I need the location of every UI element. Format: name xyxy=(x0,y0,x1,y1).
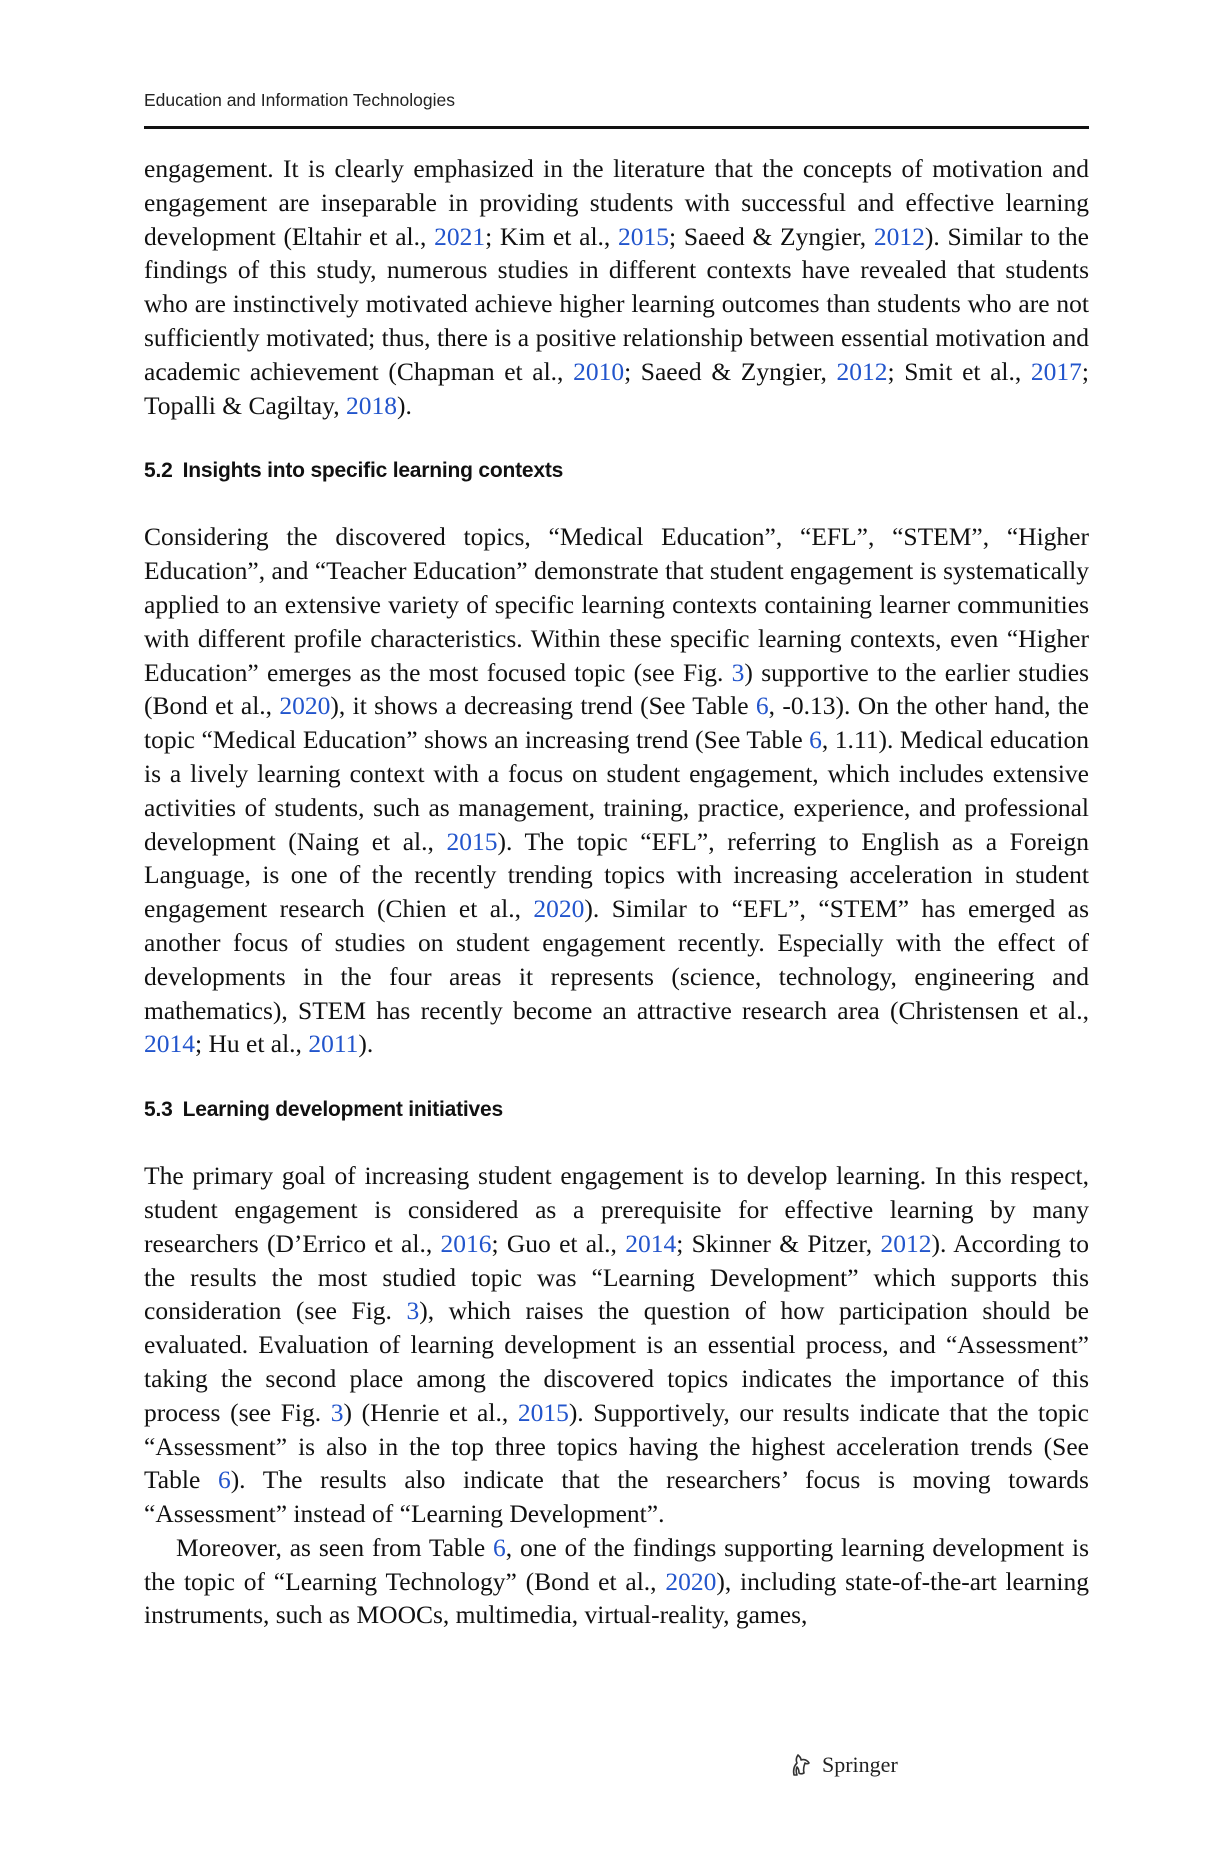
text-run: ) supportive to the earlier studies (Bond et al., xyxy=(144,657,1089,721)
section-title: Insights into specific learning contexts xyxy=(182,459,564,483)
citation-link[interactable]: 2015 xyxy=(618,221,670,251)
text-run: ), it shows a decreasing trend (See Table xyxy=(330,691,756,721)
section-title: Learning development initiatives xyxy=(182,1098,503,1122)
citation-link[interactable]: 2015 xyxy=(446,826,498,856)
section-heading-5-2 xyxy=(144,456,1089,486)
text-run: , -0.13). On the other hand, the topic “Medical Education” shows an increasing trend (See Table xyxy=(144,691,1089,755)
text-run: ). Similar to the findings of this study, numerous studies in different contexts have revealed that students who are instinctively motivated achieve higher learning outcomes than students who are not sufficiently motivated; thus, there is a positive relationship between essential motivation and academic achievement (Chapman et al., xyxy=(144,221,1089,386)
running-head: Education and Information Technologies xyxy=(144,90,456,110)
citation-link[interactable]: 2017 xyxy=(1030,356,1082,386)
text-run: ), which raises the question of how participation should be evaluated. Evaluation of learning development is an essential process, and “Assessment” taking the second place among the discovered topics indicates the importance of this process (see Fig. xyxy=(144,1296,1089,1427)
text-run: ). xyxy=(396,390,412,420)
citation-link[interactable]: 6 xyxy=(809,725,822,755)
paragraph-5-3-a xyxy=(144,1159,1089,1531)
text-run: ). Supportively, our results indicate that the topic “Assessment” is also in the top three topics having the highest acceleration trends (See Table xyxy=(144,1397,1090,1495)
text-run: ; Hu et al., xyxy=(195,1029,309,1059)
citation-link[interactable]: 6 xyxy=(217,1465,231,1495)
citation-link[interactable]: 3 xyxy=(731,657,745,687)
article-body xyxy=(144,152,1089,1632)
text-run: ). xyxy=(358,1029,374,1059)
text-run: engagement. It is clearly emphasized in the literature that the concepts of motivation and engagement are inseparable in providing students with successful and effective learning development (Eltahir et al., xyxy=(144,154,1089,251)
paragraph-5-3-b xyxy=(144,1531,1089,1632)
text-run: ; Skinner & Pitzer, xyxy=(676,1228,881,1258)
citation-link[interactable]: 2021 xyxy=(434,221,486,251)
citation-link[interactable]: 2016 xyxy=(440,1228,492,1258)
citation-link[interactable]: 2020 xyxy=(665,1566,717,1596)
text-run: ; Topalli & Cagiltay, xyxy=(144,356,1089,420)
text-run: ; Smit et al., xyxy=(887,356,1031,386)
publisher-footer xyxy=(788,1752,898,1778)
text-run: , one of the findings supporting learning development is the topic of “Learning Technology” (Bond et al., xyxy=(144,1532,1089,1596)
paragraph-5-2 xyxy=(144,520,1089,1061)
section-heading-5-3 xyxy=(144,1095,1089,1125)
citation-link[interactable]: 2010 xyxy=(573,356,625,386)
text-run: ). According to the results the most studied topic was “Learning Development” which supports this consideration (see Fig. xyxy=(144,1228,1089,1326)
text-run: The primary goal of increasing student engagement is to develop learning. In this respect, student engagement is considered as a prerequisite for effective learning by many researchers (D’Errico et al., xyxy=(144,1161,1089,1258)
text-run: ; Saeed & Zyngier, xyxy=(669,221,874,251)
section-number: 5.3 xyxy=(144,1098,173,1122)
citation-link[interactable]: 2014 xyxy=(144,1029,195,1059)
text-run: ). The topic “EFL”, referring to English as a Foreign Language, is one of the recently trending topics with increasing acceleration in student engagement research (Chien et al., xyxy=(144,826,1089,924)
text-run: ; Kim et al., xyxy=(485,221,619,251)
citation-link[interactable]: 2012 xyxy=(836,356,888,386)
text-run: ), including state-of-the-art learning instruments, such as MOOCs, multimedia, virtual-reality, games, xyxy=(144,1566,1090,1630)
citation-link[interactable]: 3 xyxy=(330,1397,344,1427)
text-run: Considering the discovered topics, “Medical Education”, “EFL”, “STEM”, “Higher Education”, and “Teacher Education” demonstrate that student engagement is systematically applied to an extensive variety of specific learning contexts containing learner communities with different profile characteristics. Within these specific learning contexts, even “Higher Education” emerges as the most focused topic (see Fig. xyxy=(144,522,1089,687)
text-run: ). The results also indicate that the researchers’ focus is moving towards “Assessment” instead of “Learning Development”. xyxy=(144,1465,1089,1529)
citation-link[interactable]: 3 xyxy=(406,1296,420,1326)
citation-link[interactable]: 2011 xyxy=(308,1029,359,1059)
citation-link[interactable]: 2012 xyxy=(880,1228,932,1258)
text-run: ) (Henrie et al., xyxy=(343,1397,518,1427)
citation-link[interactable]: 2015 xyxy=(517,1397,569,1427)
citation-link[interactable]: 2012 xyxy=(873,221,925,251)
paragraph-top xyxy=(144,152,1089,422)
text-run: ; Guo et al., xyxy=(491,1228,626,1258)
citation-link[interactable]: 2020 xyxy=(533,894,585,924)
text-run: Moreover, as seen from Table xyxy=(176,1532,494,1562)
citation-link[interactable]: 2018 xyxy=(345,390,397,420)
citation-link[interactable]: 6 xyxy=(755,691,769,721)
citation-link[interactable]: 6 xyxy=(493,1532,506,1562)
header-rule xyxy=(144,126,1089,129)
text-run: , 1.11). Medical education is a lively learning context with a focus on student engagement, which includes extensive activities of students, such as management, training, practice, experience, and professional development (Naing et al., xyxy=(144,725,1090,856)
publisher-name: Springer xyxy=(822,1752,898,1777)
citation-link[interactable]: 2014 xyxy=(625,1228,677,1258)
text-run: ; Saeed & Zyngier, xyxy=(624,356,837,386)
citation-link[interactable]: 2020 xyxy=(279,691,331,721)
springer-horse-icon xyxy=(788,1752,814,1778)
text-run: ). Similar to “EFL”, “STEM” has emerged as another focus of studies on student engagement recently. Especially with the effect of developments in the four areas it represents (science, technology, engineering and mathematics), STEM has recently become an attractive research area (Christensen et al., xyxy=(144,894,1089,1025)
section-number: 5.2 xyxy=(144,459,173,483)
